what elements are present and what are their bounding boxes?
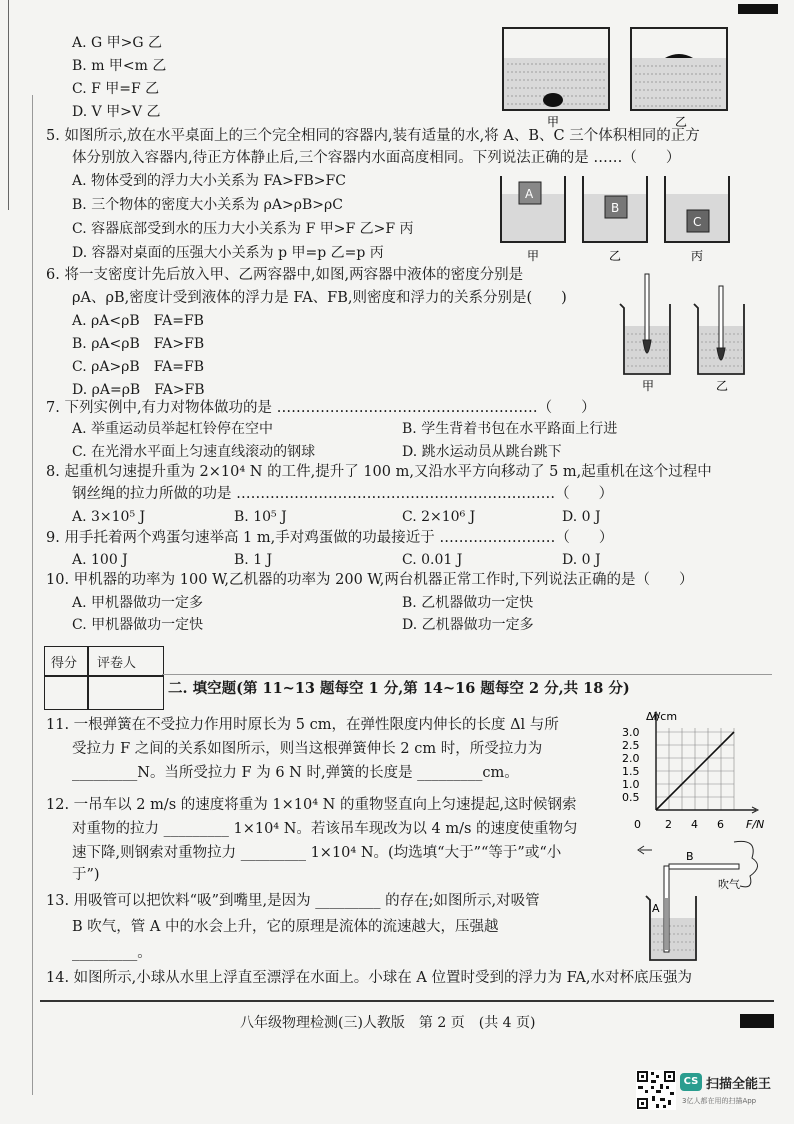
q6-stem-2: ρA、ρB,密度计受到液体的浮力是 FA、FB,则密度和浮力的关系分别是( ) <box>72 290 567 306</box>
q10-option-b: B. 乙机器做功一定快 <box>402 595 534 611</box>
container-bing <box>665 176 729 242</box>
y-tick: 1.0 <box>622 778 640 791</box>
spring-graph <box>616 704 776 834</box>
scanner-name: 扫描全能王 <box>706 1077 772 1092</box>
q6-figure <box>612 270 762 394</box>
q10-option-a: A. 甲机器做功一定多 <box>72 595 204 611</box>
registration-mark <box>738 4 778 14</box>
q9-option-a: A. 100 J <box>72 552 128 568</box>
q10-stem: 10. 甲机器的功率为 100 W,乙机器的功率为 200 W,两台机器正常工作时,下列说法正确的是（ ） <box>46 572 694 588</box>
y-tick: 2.5 <box>622 739 640 752</box>
label-b: B <box>686 850 694 863</box>
x-tick: 6 <box>717 818 724 831</box>
y-tick: 0.5 <box>622 791 640 804</box>
container-yi <box>631 28 727 110</box>
q5-option-a: A. 物体受到的浮力大小关系为 FA>FB>FC <box>72 173 346 189</box>
q7-option-d: D. 跳水运动员从跳台跳下 <box>402 444 562 460</box>
q10-option-c: C. 甲机器做功一定快 <box>72 617 204 633</box>
label-jia: 甲 <box>527 249 540 263</box>
q4-option-d: D. V 甲>V 乙 <box>72 104 161 120</box>
y-tick: 2.0 <box>622 752 640 765</box>
x-tick: 0 <box>634 818 641 831</box>
q7-option-c: C. 在光滑水平面上匀速直线滚动的钢球 <box>72 444 316 460</box>
label-a: A <box>652 902 660 915</box>
q14-line-1: 14. 如图所示,小球从水里上浮直至漂浮在水面上。小球在 A 位置时受到的浮力为 FA,水对杯底压强为 <box>46 970 692 986</box>
q13-line-3: _________。 <box>72 945 152 961</box>
label-yi: 乙 <box>609 249 622 263</box>
q11-line-2: 受拉力 F 之间的关系如图所示，则当这根弹簧伸长 2 cm 时，所受拉力为 <box>72 741 543 757</box>
beaker-jia <box>620 274 670 374</box>
binding-line <box>32 95 33 1095</box>
q11-line-3: _________N。当所受拉力 F 为 6 N 时,弹簧的长度是 _________cm。 <box>72 765 519 781</box>
q6-stem-1: 6. 将一支密度计先后放入甲、乙两容器中,如图,两容器中液体的密度分别是 <box>46 267 524 283</box>
cube-c-label: C <box>693 215 702 229</box>
y-axis-label: Δl/cm <box>646 710 678 723</box>
q10-option-d: D. 乙机器做功一定多 <box>402 617 534 633</box>
score-table <box>44 646 164 710</box>
q8-option-d: D. 0 J <box>562 509 601 525</box>
q7-stem: 7. 下列实例中,有力对物体做功的是 ………………………………………………（ ） <box>46 400 596 416</box>
q6-option-a: A. ρA<ρB FA=FB <box>72 313 204 329</box>
container-jia <box>501 176 565 242</box>
label-yi: 乙 <box>675 115 688 129</box>
q12-line-2: 对重物的拉力 _________ 1×10⁴ N。若该吊车现改为以 4 m/s 的速度使重物匀 <box>72 821 578 837</box>
q8-stem-2: 钢丝绳的拉力所做的功是 …………………………………………………………（ ） <box>72 486 614 502</box>
q4-option-b: B. m 甲<m 乙 <box>72 58 167 74</box>
q9-option-b: B. 1 J <box>234 552 273 568</box>
section-2-title: 二. 填空题(第 11~13 题每空 1 分,第 14~16 题每空 2 分,共 18 分) <box>168 680 630 697</box>
container-jia <box>503 28 609 110</box>
q11-line-1: 11. 一根弹簧在不受拉力作用时原长为 5 cm，在弹性限度内伸长的长度 Δl 与所 <box>46 717 559 733</box>
q5-stem-2: 体分别放入容器内,待正方体静止后,三个容器内水面高度相同。下列说法正确的是 ……（ ） <box>72 150 681 166</box>
q7-option-b: B. 学生背着书包在水平路面上行进 <box>402 421 618 437</box>
q4-option-a: A. G 甲>G 乙 <box>72 35 163 51</box>
q9-stem: 9. 用手托着两个鸡蛋匀速举高 1 m,手对鸡蛋做的功最接近于 ……………………（ ） <box>46 530 614 546</box>
q7-option-a: A. 举重运动员举起杠铃停在空中 <box>72 421 274 437</box>
q9-option-d: D. 0 J <box>562 552 601 568</box>
scanner-logo: CS <box>680 1073 702 1091</box>
x-axis-label: F/N <box>746 818 765 831</box>
container-yi <box>583 176 647 242</box>
blow-label: 吹气 <box>718 878 740 891</box>
x-tick: 4 <box>691 818 698 831</box>
q5-option-c: C. 容器底部受到水的压力大小关系为 F 甲>F 乙>F 丙 <box>72 221 414 237</box>
binding-line <box>8 0 9 210</box>
q5-stem-1: 5. 如图所示,放在水平桌面上的三个完全相同的容器内,装有适量的水,将 A、B、C 三个体积相同的正方 <box>46 128 700 144</box>
label-yi: 乙 <box>716 379 729 393</box>
q8-option-a: A. 3×10⁵ J <box>72 509 146 525</box>
q12-line-1: 12. 一吊车以 2 m/s 的速度将重为 1×10⁴ N 的重物竖直向上匀速提起,这时候钢索 <box>46 797 577 813</box>
q12-line-3: 速下降,则钢索对重物拉力 _________ 1×10⁴ N。(均选填“大于”“等于”或“小 <box>72 845 562 861</box>
q6-option-b: B. ρA<ρB FA>FB <box>72 336 205 352</box>
label-bing: 丙 <box>691 249 704 263</box>
q4-figure <box>495 20 735 130</box>
q13-line-1: 13. 用吸管可以把饮料“吸”到嘴里,是因为 _________ 的存在;如图所示,对吸管 <box>46 893 540 909</box>
label-jia: 甲 <box>547 115 560 129</box>
label-jia: 甲 <box>642 379 655 393</box>
q8-option-b: B. 10⁵ J <box>234 509 287 525</box>
scanner-tagline: 3亿人都在用的扫描App <box>682 1097 757 1105</box>
page-footer: 八年级物理检测(三)人教版 第 2 页 (共 4 页) <box>240 1015 536 1031</box>
grader-label: 评卷人 <box>97 656 137 671</box>
registration-mark <box>740 1014 774 1028</box>
cube-b-label: B <box>611 201 620 215</box>
q5-option-b: B. 三个物体的密度大小关系为 ρA>ρB>ρC <box>72 197 343 213</box>
q5-figure <box>495 172 745 264</box>
y-tick: 3.0 <box>622 726 640 739</box>
y-tick: 1.5 <box>622 765 640 778</box>
qr-code <box>636 1070 676 1110</box>
beaker-yi <box>694 286 744 374</box>
x-tick: 2 <box>665 818 672 831</box>
q5-option-d: D. 容器对桌面的压强大小关系为 p 甲=p 乙=p 丙 <box>72 245 384 261</box>
q13-line-2: B 吹气，管 A 中的水会上升，它的原理是流体的流速越大，压强越 <box>72 919 499 935</box>
q6-option-c: C. ρA>ρB FA=FB <box>72 359 205 375</box>
q4-option-c: C. F 甲=F 乙 <box>72 81 160 97</box>
q6-option-d: D. ρA=ρB FA>FB <box>72 382 205 398</box>
q9-option-c: C. 0.01 J <box>402 552 463 568</box>
cube-a-label: A <box>525 187 534 201</box>
straw-figure <box>632 836 772 966</box>
q12-line-4: 于”) <box>72 867 100 883</box>
q8-option-c: C. 2×10⁶ J <box>402 509 476 525</box>
score-label: 得分 <box>51 656 78 671</box>
q8-stem-1: 8. 起重机匀速提升重为 2×10⁴ N 的工件,提升了 100 m,又沿水平方向移动了 5 m,起重机在这个过程中 <box>46 464 712 480</box>
